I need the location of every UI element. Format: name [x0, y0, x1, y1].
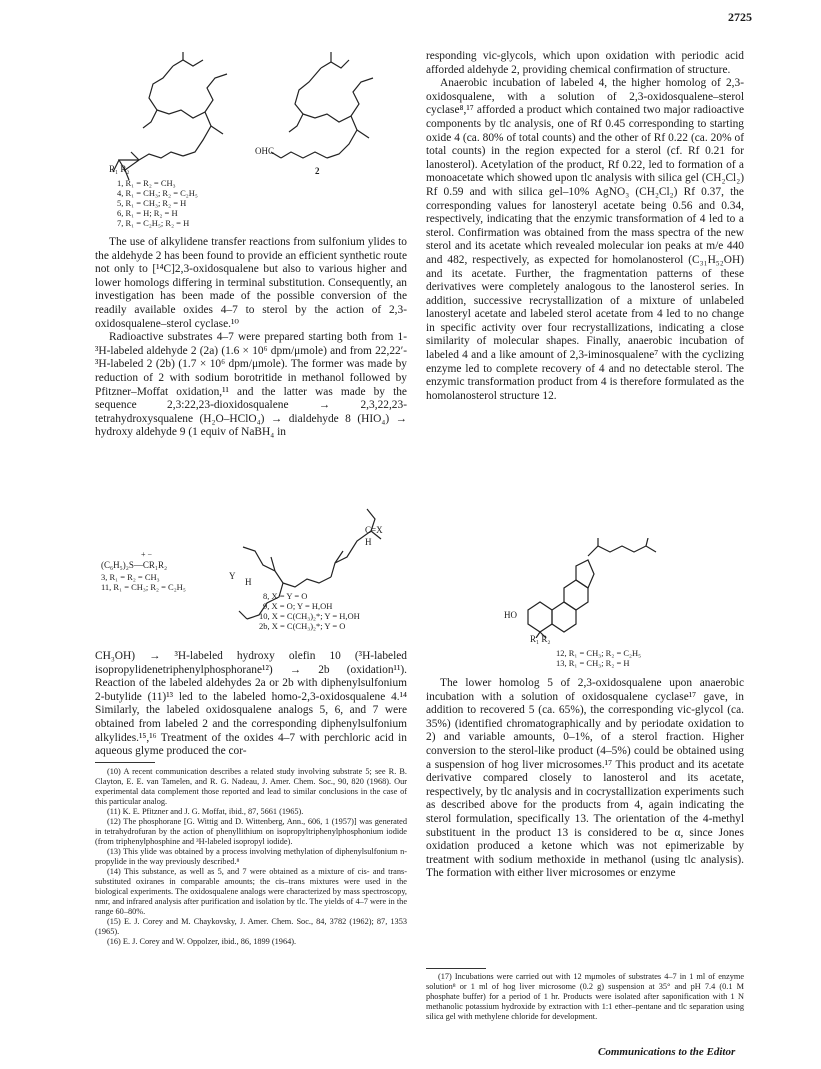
homolanosterol-skeleton-drawing	[520, 538, 720, 638]
reference: (11) K. E. Pfitzner and J. G. Moffat, ibid., 87, 5661 (1965).	[107, 807, 304, 816]
right-column-upper	[426, 50, 744, 403]
reference: (15) E. J. Corey and M. Chaykovsky, J. Amer. Chem. Soc., 84, 3782 (1962); 87, 1353 (1965).	[95, 917, 407, 936]
page-number: 2725	[728, 10, 752, 24]
reference: (12) The phosphorane [G. Wittig and D. Wittenberg, Ann., 606, 1 (1957)] was generated in tetrahydrofuran by the action of phenyllithium on isopropyltriphenylphosphonium iodide (from triphenylphosphine and ³H-labeled isopropyl iodide).	[95, 817, 407, 846]
left-column-upper	[95, 236, 407, 440]
paragraph: Radioactive substrates 4–7 were prepared starting both from 1-³H-labeled aldehyde 2 (2a) (1.6 × 10⁶ dpm/μmole) and from 22,22′-³H-labeled 2 (2b) (1.7 × 10⁶ dpm/μmole). The former was made by reduction of 2 with sodium borotritide in methanol followed by Pfitzner–Moffat oxidation,¹¹ and the latter was made by the sequence 2,3:22,23-dioxidosqualene → 2,3,22,23-tetrahydroxysqualene (H₂O–HClO₄) → dialdehyde 8 (HIO₄) → hydroxy aldehyde 9 (1 equiv of NaBH₄ in	[95, 331, 407, 439]
footnote-rule-right	[426, 968, 486, 969]
compound-label-2b: 2b, X = C(CH₃)₂*; Y = O	[259, 621, 346, 631]
compound-label-8: 8, X = Y = O	[263, 591, 308, 601]
footer-section-title: Communications to the Editor	[598, 1046, 736, 1058]
reference: (10) A recent communication describes a related study involving substrate 5; see R. B. Clayton, E. E. van Tamelen, and R. G. Nadeau, J. Amer. Chem. Soc., 90, 820 (1968). Our experimental data complement those reported and lead to similar conclusions in the case of this particular analog.	[95, 767, 407, 806]
ylide-charges: + −	[141, 550, 153, 559]
epoxide-r-label: R₁ R₂	[109, 164, 130, 174]
footnote-rule-left	[95, 762, 155, 763]
h-label-bottom: H	[245, 577, 252, 587]
reference: (17) Incubations were carried out with 12 mμmoles of substrates 4–7 in 1 ml of enzyme solution⁸ or 1 ml of hog liver microsome (0.2 g) suspension at 35° and pH 7.4 (0.1 M phosphate buffer) for a period of 1 hr. Products were isolated after saponification with 1 N methanolic potassium hydroxide by extraction with 1:1 ether–pentane and tlc separation using silica gel with methylene chloride for development.	[426, 972, 744, 1021]
compound-label-3: 3, R₁ = R₂ = CH₃	[101, 572, 160, 582]
figure-homolanosterol	[504, 538, 720, 673]
references-right	[426, 972, 744, 1022]
compound-label-10: 10, X = C(CH₃)₂*; Y = H,OH	[259, 611, 360, 621]
paragraph: The lower homolog 5 of 2,3-oxidosqualene upon anaerobic incubation with a solution of oxidosqualene cyclase¹⁷ gave, in addition to recovered 5 (ca. 65%), the corresponding vic-glycol (ca. 35%) (identified chromatographically and by periodate oxidation to 2) and variable amounts, 0–1%, of a sterol fraction. Higher conversion to the sterol-like product (4–5%) could be obtained using a suspension of hog liver microsomes.¹⁷ This product and its acetate derivative compared closely to lanosterol and its acetate, respectively, by tlc analysis and in cocrystallization experiments such as described above for the products from 4, again indicating the sterol formulation, specifically 13. The orientation of the 4-methyl substituent in the product 13 is considered to be α, since Jones oxidation produced a ketone which was not epimerizable by treatment with sodium methoxide in methanol (using tlc analysis). The formation with either liver microsomes or enzyme	[426, 677, 744, 880]
compound-label-11: 11, R₁ = CH₃; R₂ = C₂H₅	[101, 582, 186, 592]
references-left	[95, 767, 407, 947]
paragraph: Anaerobic incubation of labeled 4, the higher homolog of 2,3-oxidosqualene, with a solution of 2,3-oxidosqualene–sterol cyclase⁸,¹⁷ afforded a product which contained two major radioactive components by tlc analysis, one of Rf 0.45 corresponding to starting oxide 4 (ca. 80% of total counts) and the other of Rf 0.22 (ca. 20% of total counts) in the region expected for a sterol (cf. Rf 0.21 for lanosterol). Acetylation of the product, Rf 0.22, led to formation of a monoacetate which showed upon tlc analysis with silica gel (CH₂Cl₂) Rf 0.59 and with silica gel–10% AgNO₃ (CH₂Cl₂) Rf 0.37, the corresponding values for lanosteryl acetate being 0.56 and 0.34, respectively, indicating that the enzymic transformation of 4 led to a sterol. Confirmation was obtained from the mass spectra of the new sterol and its acetate which revealed molecular ion peaks at m/e 440 and 482, respectively, as expected for homolanosterol (C₃₁H₅₂OH) and its acetate. Further, the fragmentation patterns of these derivatives were completely analogous to the lanosterol series. In addition, successive recrystallization of a mixture of unlabeled lanosteryl acetate and labeled sterol acetate from 4 led to no change in specific activity over four recrystallizations, indicating a close similarity of molecular shapes. Finally, anaerobic incubation of labeled 4 and a like amount of 2,3-iminosqualene⁷ with the cyclizing enzyme led to complete recovery of 4 and no detectable sterol. The enzymic transformation product from 4 is therefore formulated as the homolanosterol structure 12.	[426, 77, 744, 402]
ohc-label: OHC	[255, 146, 275, 156]
paragraph: responding vic-glycols, which upon oxidation with periodic acid afforded aldehyde 2, providing chemical confirmation of structure.	[426, 50, 744, 76]
compound-2-number: 2	[315, 166, 320, 176]
reference: (16) E. J. Corey and W. Oppolzer, ibid., 86, 1899 (1964).	[107, 937, 297, 946]
left-column-lower	[95, 650, 407, 759]
cx-label: C=X	[365, 525, 383, 535]
compound-label-1: 1, R₁ = R₂ = CH₃	[117, 178, 176, 188]
figure-ylide-structures	[95, 505, 425, 645]
paragraph: The use of alkylidene transfer reactions from sulfonium ylides to the aldehyde 2 has been found to provide an efficient synthetic route not only to [¹⁴C]2,3-oxidosqualene but also to various higher and lower homologs differing in terminal substitution. Consequently, an investigation has been made of the possible conversion of the readily available oxides 4–7 to sterol by the action of 2,3-oxidosqualene–sterol cyclase.¹⁰	[95, 236, 407, 330]
compound-label-4: 4, R₁ = CH₃; R₂ = C₂H₅	[117, 188, 198, 198]
sterol-r-label: R₁ R₂	[530, 634, 551, 644]
compound-label-5: 5, R₁ = CH₃; R₂ = H	[117, 198, 187, 208]
reference: (13) This ylide was obtained by a process involving methylation of diphenylsulfonium n-propylide in the way previously described.⁸	[95, 847, 407, 866]
right-column-lower	[426, 677, 744, 881]
compound-label-12: 12, R₁ = CH₃; R₂ = C₂H₅	[556, 648, 642, 658]
compound-label-13: 13, R₁ = CH₃; R₂ = H	[556, 658, 630, 668]
paragraph: CH₃OH) → ³H-labeled hydroxy olefin 10 (³H-labeled isopropylidenetriphenylphosphorane¹²) → 2b (oxidation¹¹). Reaction of the labeled aldehydes 2a or 2b with diphenylsulfonium 2-butylide (11)¹³ led to the labeled homo-2,3-oxidosqualene 4.¹⁴ Similarly, the labeled oxidosqualene analogs 5, 6, and 7 were obtained from labeled 2 and the corresponding diphenylsulfonium alkylides.¹⁵,¹⁶ Treatment of the oxides 4–7 with perchloric acid in aqueous glyme produced the cor-	[95, 650, 407, 758]
compound-label-6: 6, R₁ = H; R₂ = H	[117, 208, 178, 218]
y-label: Y	[229, 571, 236, 581]
h-label-top: H	[365, 537, 372, 547]
figure-oxidosqualene-structures	[95, 48, 407, 228]
compound-label-9: 9, X = O; Y = H,OH	[263, 601, 333, 611]
ylide-formula: (C₆H₅)₂S—CR₁R₂	[101, 560, 168, 570]
ho-label: HO	[504, 610, 517, 620]
compound-label-7: 7, R₁ = C₂H₅; R₂ = H	[117, 218, 190, 228]
reference: (14) This substance, as well as 5, and 7 were obtained as a mixture of cis- and trans-substituted oxiranes in comparable amounts; the cis–trans mixtures were used in the biological experiments. The oxidosqualene analogs were characterized by mass spectroscopy, nmr, and infrared analysis after purification and isolation by tlc. The yields of 4–7 were in the range 60–80%.	[95, 867, 407, 916]
